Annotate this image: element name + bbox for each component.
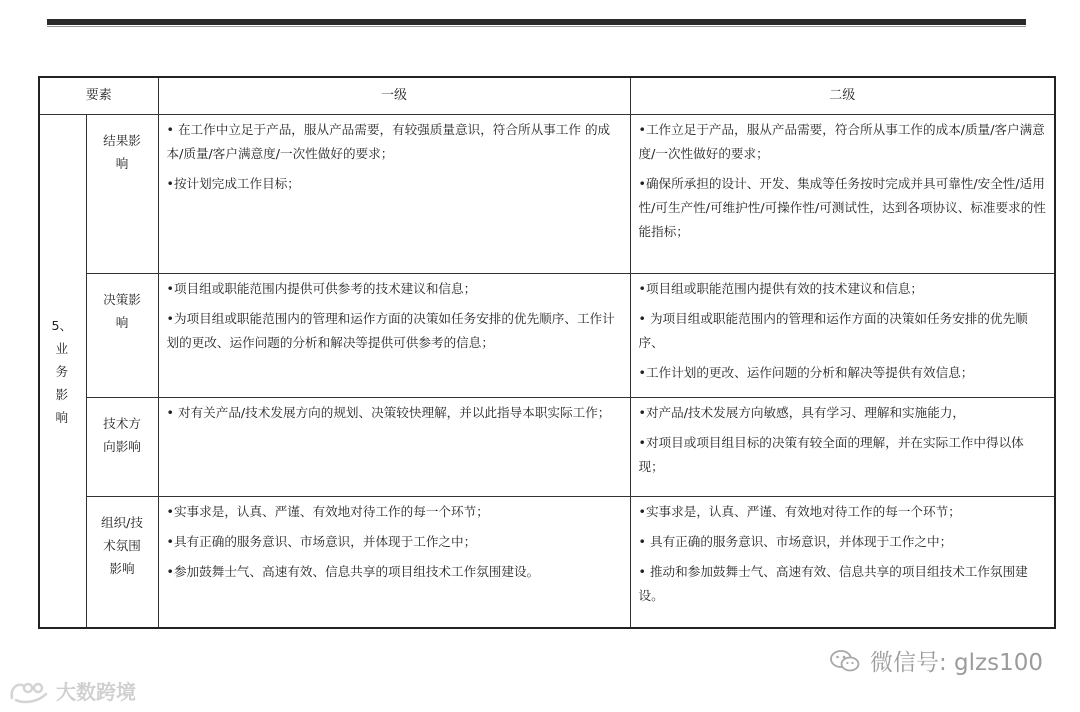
category-char: 业 <box>55 340 69 356</box>
table-row <box>39 398 1055 497</box>
brand-text: 大数跨境 <box>56 680 136 704</box>
bullet-item: •具有正确的服务意识、市场意识，并体现于工作之中； <box>166 534 477 549</box>
subcategory-label: 结果影响 <box>103 133 141 171</box>
subcategory-cell <box>86 497 158 629</box>
bullet-item: •工作计划的更改、运作问题的分析和解决等提供有效信息； <box>638 365 974 380</box>
table-row <box>39 115 1055 274</box>
bullet-item: • 对有关产品/技术发展方向的规划、决策较快理解，并以此指导本职实际工作； <box>166 405 611 420</box>
competency-table <box>38 76 1056 629</box>
subcategory-label: 组织/技术氛围影响 <box>100 515 144 576</box>
bullet-item: •工作立足于产品，服从产品需要，符合所从事工作的成本/质量/客户满意度/一次性做好的要求； <box>638 122 1045 161</box>
level1-cell <box>158 274 630 398</box>
subcategory-cell <box>86 398 158 497</box>
bullet-item: • 为项目组或职能范围内的管理和运作方面的决策如任务安排的优先顺序、 <box>638 311 1028 350</box>
brand-logo-icon <box>8 678 52 704</box>
bullet-item: •对项目或项目组目标的决策有较全面的理解，并在实际工作中得以体现； <box>638 435 1024 474</box>
category-cell <box>39 115 86 629</box>
level2-cell <box>630 115 1055 274</box>
level2-cell <box>630 274 1055 398</box>
header-row <box>39 77 1055 115</box>
category-char: 影 <box>55 386 69 402</box>
bullet-item: •按计划完成工作目标； <box>166 176 300 191</box>
bullet-item: •为项目组或职能范围内的管理和运作方面的决策如任务安排的优先顺序、工作计划的更改、运作问题的分析和解决等提供可供参考的信息； <box>166 311 615 350</box>
bullet-item: • 在工作中立足于产品，服从产品需要，有较强质量意识，符合所从事工作 的成本/质量/客户满意度/一次性做好的要求； <box>166 122 611 161</box>
header-level2: 二级 <box>630 77 1055 115</box>
wechat-icon <box>830 649 860 673</box>
level1-cell <box>158 497 630 629</box>
level1-cell <box>158 398 630 497</box>
wechat-id-text: 微信号: glzs100 <box>870 650 1044 676</box>
subcategory-cell <box>86 274 158 398</box>
table-row <box>39 274 1055 398</box>
bullet-item: •确保所承担的设计、开发、集成等任务按时完成并具可靠性/安全性/适用性/可生产性/可维护性/可操作性/可测试性，达到各项协议、标准要求的性能指标； <box>638 176 1046 239</box>
subcategory-label: 技术方向影响 <box>103 416 141 454</box>
bullet-item: •实事求是，认真、严谨、有效地对待工作的每一个环节； <box>166 504 489 519</box>
subcategory-cell <box>86 115 158 274</box>
level2-cell <box>630 497 1055 629</box>
brand-watermark <box>8 676 136 705</box>
category-char: 务 <box>55 363 69 379</box>
level1-cell <box>158 115 630 274</box>
subcategory-label: 决策影响 <box>103 292 141 330</box>
bullet-item: •项目组或职能范围内提供有效的技术建议和信息； <box>638 281 924 296</box>
bullet-item: • 推动和参加鼓舞士气、高速有效、信息共享的项目组技术工作氛围建设。 <box>638 564 1028 603</box>
bullet-item: •参加鼓舞士气、高速有效、信息共享的项目组技术工作氛围建设。 <box>166 564 540 579</box>
top-rule <box>47 19 1026 25</box>
wechat-watermark <box>830 644 1043 677</box>
bullet-item: • 具有正确的服务意识、市场意识，并体现于工作之中； <box>638 534 953 549</box>
category-char: 响 <box>55 409 69 425</box>
bullet-item: •对产品/技术发展方向敏感，具有学习、理解和实施能力， <box>638 405 966 420</box>
bullet-item: •项目组或职能范围内提供可供参考的技术建议和信息； <box>166 281 477 296</box>
bullet-item: •实事求是，认真、严谨、有效地对待工作的每一个环节； <box>638 504 961 519</box>
category-number: 5、 <box>51 317 73 333</box>
header-element: 要素 <box>39 77 158 115</box>
header-level1: 一级 <box>158 77 630 115</box>
level2-cell <box>630 398 1055 497</box>
table-row <box>39 497 1055 629</box>
